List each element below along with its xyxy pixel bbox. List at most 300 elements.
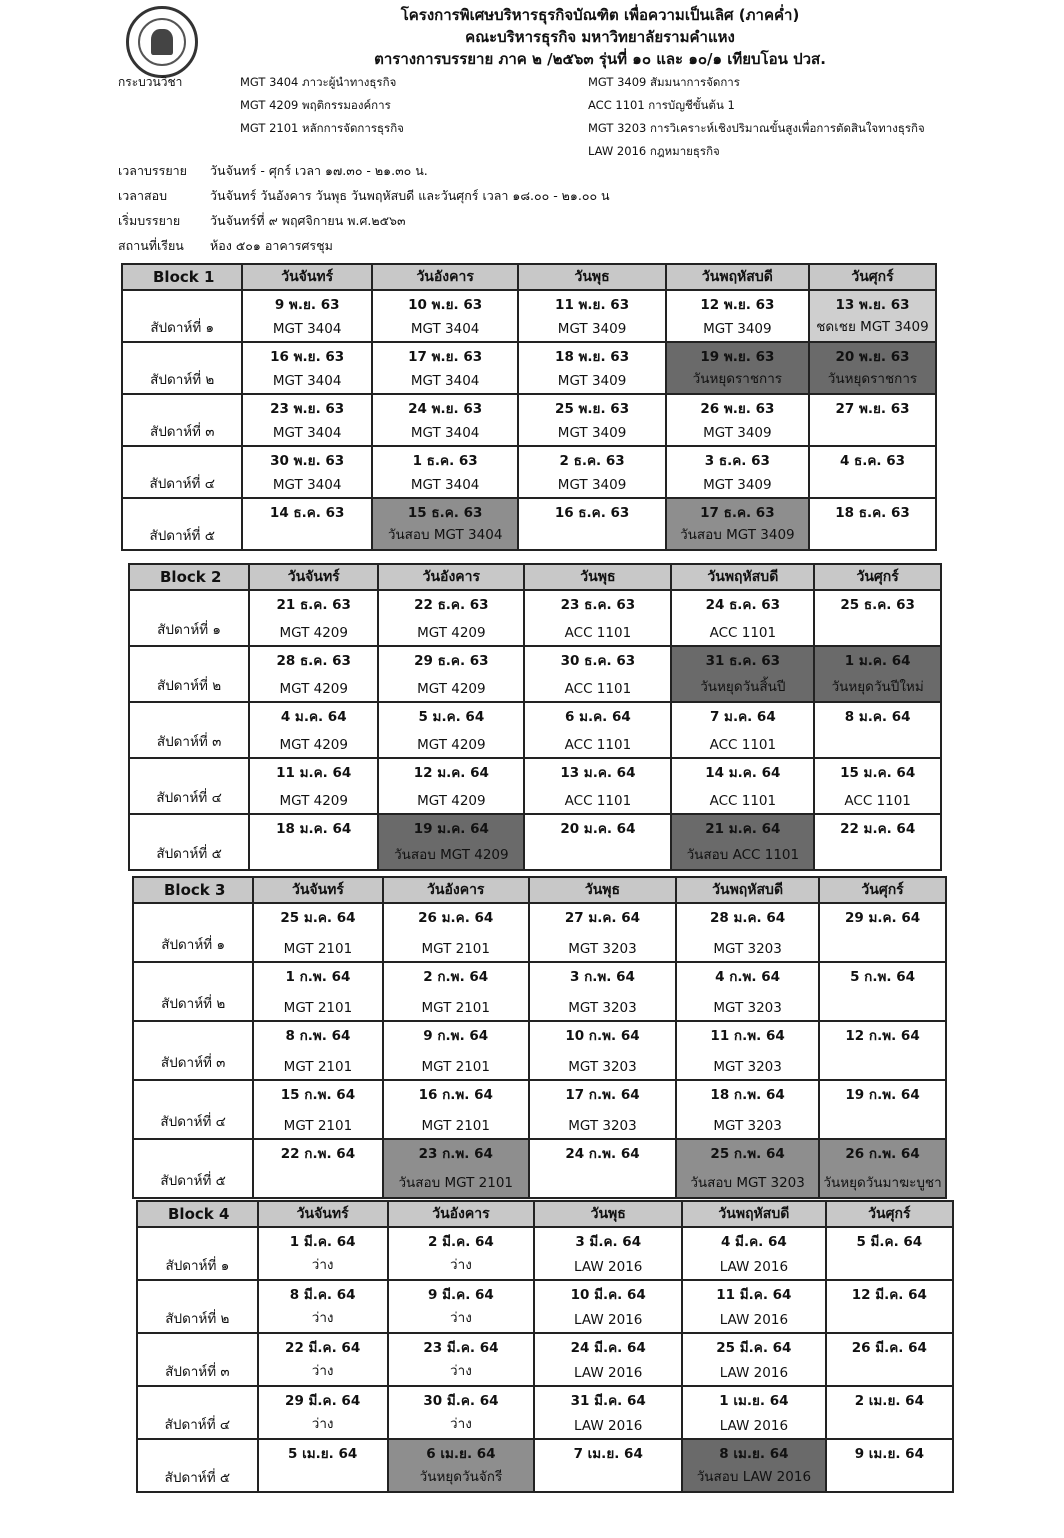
- cell-course: MGT 3404: [410, 321, 480, 337]
- title-line-3: ตารางการบรรยาย ภาค ๒ /๒๕๖๓ รุ่นที่ ๑๐ และ ๑๐/๑ เทียบโอน ปวส.: [374, 50, 826, 68]
- day-header: วันศุกร์: [826, 1201, 953, 1227]
- schedule-cell: [253, 903, 382, 962]
- cell-course: วันหยุดราชการ: [827, 371, 918, 387]
- cell-course: LAW 2016: [719, 1259, 789, 1275]
- block-name: Block 4: [137, 1201, 258, 1227]
- week-label: สัปดาห์ที่ ๓: [137, 1333, 258, 1386]
- day-header: วันศุกร์: [814, 564, 941, 590]
- week-label: สัปดาห์ที่ ๔: [122, 446, 242, 498]
- cell-date: 8 ม.ค. 64: [844, 709, 911, 725]
- schedule-cell: [372, 342, 519, 394]
- schedule-cell: [242, 446, 371, 498]
- cell-date: 23 ธ.ค. 63: [560, 597, 636, 613]
- course-item: MGT 3203 การวิเคราะห์เชิงปริมาณขั้นสูงเพื่อการตัดสินใจทางธุรกิจ: [588, 121, 925, 135]
- cell-course: LAW 2016: [574, 1365, 643, 1381]
- cell-date: 7 เม.ย. 64: [573, 1446, 643, 1462]
- cell-course: วันสอบ MGT 4209: [394, 847, 509, 863]
- cell-course: ว่าง: [311, 1416, 334, 1432]
- cell-date: 2 เม.ย. 64: [854, 1393, 924, 1409]
- schedule-cell: [682, 1280, 826, 1333]
- week-row: [122, 342, 936, 394]
- cell-date: 31 ธ.ค. 63: [705, 653, 781, 669]
- schedule-cell: [826, 1227, 953, 1280]
- cell-date: 19 ม.ค. 64: [413, 821, 489, 837]
- cell-course: MGT 3409: [703, 425, 772, 441]
- cell-course: MGT 4209: [279, 793, 348, 809]
- cell-course: MGT 4209: [417, 681, 486, 697]
- schedule-cell: [676, 903, 819, 962]
- cell-course: LAW 2016: [574, 1312, 643, 1328]
- cell-date: 1 ก.พ. 64: [285, 969, 351, 985]
- cell-date: 4 มี.ค. 64: [720, 1234, 787, 1250]
- cell-course: วันสอบ MGT 3404: [387, 527, 503, 543]
- week-row: [133, 903, 946, 962]
- cell-date: 13 ม.ค. 64: [560, 765, 636, 781]
- cell-date: 16 ธ.ค. 63: [554, 505, 630, 521]
- week-label: สัปดาห์ที่ ๑: [133, 903, 253, 962]
- schedule-cell: [666, 446, 809, 498]
- cell-date: 12 มี.ค. 64: [851, 1287, 927, 1303]
- cell-date: 30 พ.ย. 63: [270, 453, 345, 469]
- schedule-cell: [666, 342, 809, 394]
- cell-date: 12 ก.พ. 64: [845, 1028, 920, 1044]
- schedule-cell: [242, 290, 371, 342]
- day-header: วันพฤหัสบดี: [682, 1201, 826, 1227]
- cell-course: ว่าง: [450, 1363, 472, 1379]
- cell-course: MGT 4209: [279, 737, 348, 753]
- schedule-cell: [388, 1439, 535, 1492]
- start-date-row: เริ่มบรรยาย วันจันทร์ที่ ๙ พฤศจิกายน พ.ศ.๒๕๖๓: [118, 213, 406, 228]
- cell-date: 28 ธ.ค. 63: [276, 653, 351, 669]
- schedule-cell: [388, 1280, 535, 1333]
- cell-date: 24 พ.ย. 63: [408, 401, 483, 417]
- course-item: MGT 3404 ภาวะผู้นำทางธุรกิจ: [240, 75, 397, 89]
- document-header: [240, 4, 960, 70]
- cell-date: 27 พ.ย. 63: [835, 401, 910, 417]
- schedule-cell: [372, 498, 519, 550]
- schedule-cell: [253, 1139, 382, 1198]
- cell-date: 10 มี.ค. 64: [570, 1287, 646, 1303]
- cell-date: 6 เม.ย. 64: [426, 1446, 496, 1462]
- cell-date: 17 พ.ย. 63: [408, 349, 483, 365]
- schedule-cell: [242, 342, 371, 394]
- cell-course: ACC 1101: [564, 681, 632, 697]
- schedule-cell: [249, 758, 378, 814]
- schedule-cell: [809, 498, 936, 550]
- cell-date: 18 ธ.ค. 63: [835, 505, 910, 521]
- cell-course: LAW 2016: [719, 1418, 789, 1434]
- cell-course: MGT 3409: [557, 321, 627, 337]
- week-label: สัปดาห์ที่ ๕: [133, 1139, 253, 1198]
- schedule-block-table: [121, 263, 937, 551]
- cell-course: MGT 3203: [713, 941, 782, 957]
- day-header: วันพฤหัสบดี: [676, 877, 819, 903]
- cell-date: 29 มี.ค. 64: [285, 1393, 361, 1409]
- schedule-cell: [378, 814, 524, 870]
- schedule-cell: [529, 1080, 676, 1139]
- cell-date: 21 ธ.ค. 63: [276, 597, 351, 613]
- cell-course: MGT 4209: [279, 681, 348, 697]
- cell-date: 9 มี.ค. 64: [428, 1287, 494, 1303]
- cell-date: 23 มี.ค. 64: [423, 1340, 499, 1356]
- day-header: วันศุกร์: [819, 877, 946, 903]
- cell-course: วันหยุดวันจักรี: [419, 1469, 503, 1485]
- week-row: [122, 498, 936, 550]
- week-label: สัปดาห์ที่ ๒: [133, 962, 253, 1021]
- cell-course: ACC 1101: [844, 793, 911, 809]
- cell-course: ว่าง: [450, 1257, 472, 1273]
- day-header: วันอังคาร: [383, 877, 529, 903]
- schedule-cell: [524, 702, 671, 758]
- cell-course: MGT 3404: [410, 477, 480, 493]
- course-item: MGT 3409 สัมมนาการจัดการ: [588, 75, 740, 89]
- cell-date: 12 ม.ค. 64: [413, 765, 489, 781]
- schedule-cell: [258, 1227, 388, 1280]
- schedule-cell: [682, 1227, 826, 1280]
- schedule-cell: [383, 962, 529, 1021]
- day-header: วันพุธ: [534, 1201, 682, 1227]
- cell-course: MGT 3409: [703, 321, 772, 337]
- title-line-2: คณะบริหารธุรกิจ มหาวิทยาลัยรามคำแหง: [465, 28, 735, 46]
- schedule-cell: [518, 290, 665, 342]
- cell-course: ACC 1101: [564, 625, 632, 641]
- schedule-cell: [534, 1227, 682, 1280]
- cell-date: 3 ธ.ค. 63: [704, 453, 770, 469]
- cell-date: 4 ธ.ค. 63: [839, 453, 906, 469]
- cell-course: MGT 2101: [283, 1059, 353, 1075]
- cell-date: 5 ม.ค. 64: [418, 709, 485, 725]
- week-label: สัปดาห์ที่ ๓: [133, 1021, 253, 1080]
- schedule-cell: [819, 903, 946, 962]
- cell-course: MGT 2101: [283, 1000, 353, 1016]
- cell-date: 9 พ.ย. 63: [274, 297, 340, 313]
- schedule-cell: [534, 1280, 682, 1333]
- cell-course: MGT 3409: [557, 477, 627, 493]
- schedule-cell: [524, 646, 671, 702]
- cell-course: MGT 3203: [713, 1000, 782, 1016]
- cell-date: 26 มี.ค. 64: [851, 1340, 927, 1356]
- schedule-cell: [372, 290, 519, 342]
- cell-date: 25 ธ.ค. 63: [840, 597, 915, 613]
- cell-date: 18 ก.พ. 64: [710, 1087, 785, 1103]
- cell-date: 14 ม.ค. 64: [705, 765, 781, 781]
- cell-date: 6 ม.ค. 64: [565, 709, 631, 725]
- cell-date: 4 ม.ค. 64: [280, 709, 347, 725]
- week-row: [137, 1386, 953, 1439]
- week-label: สัปดาห์ที่ ๕: [122, 498, 242, 550]
- cell-course: ACC 1101: [709, 793, 777, 809]
- schedule-cell: [383, 1139, 529, 1198]
- schedule-cell: [388, 1227, 535, 1280]
- title-line-1: โครงการพิเศษบริหารธุรกิจบัณฑิต เพื่อความเป็นเลิศ (ภาคค่ำ): [400, 6, 800, 24]
- schedule-cell: [819, 962, 946, 1021]
- week-row: [137, 1333, 953, 1386]
- schedule-cell: [524, 758, 671, 814]
- cell-date: 29 ม.ค. 64: [844, 910, 921, 926]
- schedule-cell: [518, 446, 665, 498]
- cell-course: ชดเชย MGT 3409: [816, 319, 929, 335]
- cell-date: 1 มี.ค. 64: [289, 1234, 356, 1250]
- schedule-cell: [253, 1021, 382, 1080]
- cell-course: LAW 2016: [719, 1312, 789, 1328]
- schedule-cell: [378, 590, 524, 646]
- cell-course: MGT 3404: [272, 373, 342, 389]
- seal-emblem-icon: [151, 29, 173, 55]
- cell-course: วันสอบ MGT 3409: [680, 527, 795, 543]
- cell-date: 22 ก.พ. 64: [280, 1146, 356, 1162]
- cell-course: MGT 4209: [417, 793, 486, 809]
- cell-date: 22 ธ.ค. 63: [414, 597, 489, 613]
- cell-course: MGT 2101: [421, 941, 490, 957]
- cell-date: 31 มี.ค. 64: [570, 1393, 646, 1409]
- schedule-cell: [518, 394, 665, 446]
- week-row: [133, 1139, 946, 1198]
- cell-course: วันหยุดวันสิ้นปี: [700, 679, 786, 695]
- cell-date: 10 พ.ย. 63: [408, 297, 483, 313]
- schedule-cell: [388, 1386, 535, 1439]
- cell-course: MGT 2101: [421, 1059, 490, 1075]
- schedule-cell: [666, 290, 809, 342]
- cell-date: 25 มี.ค. 64: [716, 1340, 792, 1356]
- cell-date: 11 ม.ค. 64: [276, 765, 352, 781]
- course-item: LAW 2016 กฎหมายธุรกิจ: [588, 144, 720, 158]
- week-row: [122, 446, 936, 498]
- schedule-cell: [372, 446, 519, 498]
- cell-date: 30 มี.ค. 64: [423, 1393, 499, 1409]
- schedule-cell: [682, 1439, 826, 1492]
- cell-date: 24 ก.พ. 64: [565, 1146, 640, 1162]
- cell-date: 20 พ.ย. 63: [835, 349, 910, 365]
- cell-date: 16 พ.ย. 63: [270, 349, 345, 365]
- week-row: [122, 290, 936, 342]
- cell-date: 4 ก.พ. 64: [715, 969, 781, 985]
- week-row: [122, 394, 936, 446]
- cell-date: 27 ม.ค. 64: [564, 910, 641, 926]
- schedule-cell: [819, 1021, 946, 1080]
- cell-date: 5 เม.ย. 64: [288, 1446, 358, 1462]
- schedule-cell: [518, 498, 665, 550]
- cell-course: MGT 3404: [272, 321, 342, 337]
- schedule-cell: [529, 903, 676, 962]
- schedule-cell: [809, 290, 936, 342]
- week-row: [129, 814, 941, 870]
- schedule-info: [118, 160, 610, 260]
- location-row: สถานที่เรียน ห้อง ๕๐๑ อาคารศรชุม: [118, 238, 333, 253]
- cell-course: วันหยุดวันมาฆะบูชา: [823, 1175, 942, 1191]
- cell-date: 14 ธ.ค. 63: [269, 505, 345, 521]
- schedule-cell: [372, 394, 519, 446]
- cell-date: 24 ธ.ค. 63: [705, 597, 781, 613]
- schedule-cell: [242, 394, 371, 446]
- week-row: [137, 1439, 953, 1492]
- schedule-cell: [524, 590, 671, 646]
- schedule-cell: [242, 498, 371, 550]
- cell-date: 16 ก.พ. 64: [418, 1087, 493, 1103]
- cell-date: 2 ธ.ค. 63: [559, 453, 625, 469]
- cell-course: ACC 1101: [709, 625, 777, 641]
- seal-inner-ring: [138, 18, 186, 66]
- cell-date: 3 มี.ค. 64: [575, 1234, 642, 1250]
- cell-date: 2 ก.พ. 64: [423, 969, 489, 985]
- cell-date: 11 พ.ย. 63: [555, 297, 630, 313]
- cell-date: 17 ก.พ. 64: [565, 1087, 640, 1103]
- week-label: สัปดาห์ที่ ๒: [122, 342, 242, 394]
- cell-course: MGT 4209: [417, 625, 486, 641]
- schedule-cell: [671, 590, 814, 646]
- cell-date: 7 ม.ค. 64: [709, 709, 776, 725]
- schedule-cell: [534, 1439, 682, 1492]
- week-row: [133, 1021, 946, 1080]
- cell-date: 17 ธ.ค. 63: [700, 505, 775, 521]
- cell-course: MGT 3404: [410, 373, 480, 389]
- cell-date: 25 พ.ย. 63: [555, 401, 630, 417]
- schedule-cell: [378, 646, 524, 702]
- week-row: [129, 590, 941, 646]
- course-list-right: [588, 73, 925, 165]
- cell-course: วันหยุดราชการ: [692, 371, 783, 387]
- schedule-block-table: [132, 876, 947, 1199]
- week-row: [129, 758, 941, 814]
- schedule-cell: [676, 1080, 819, 1139]
- cell-course: MGT 3203: [568, 1059, 637, 1075]
- schedule-cell: [809, 342, 936, 394]
- schedule-cell: [258, 1280, 388, 1333]
- day-header: วันจันทร์: [253, 877, 382, 903]
- schedule-cell: [819, 1139, 946, 1198]
- lecture-time-row: เวลาบรรยาย วันจันทร์ - ศุกร์ เวลา ๑๗.๓๐ - ๒๑.๓๐ น.: [118, 163, 428, 178]
- schedule-cell: [529, 1139, 676, 1198]
- week-row: [137, 1280, 953, 1333]
- cell-course: ACC 1101: [709, 737, 777, 753]
- cell-course: วันสอบ LAW 2016: [696, 1469, 812, 1485]
- schedule-cell: [676, 1021, 819, 1080]
- cell-date: 12 พ.ย. 63: [700, 297, 775, 313]
- schedule-cell: [249, 702, 378, 758]
- cell-date: 1 ธ.ค. 63: [412, 453, 478, 469]
- cell-date: 1 เม.ย. 64: [719, 1393, 789, 1409]
- schedule-cell: [814, 758, 941, 814]
- schedule-cell: [671, 814, 814, 870]
- cell-date: 25 ม.ค. 64: [280, 910, 356, 926]
- cell-date: 30 ธ.ค. 63: [560, 653, 636, 669]
- day-header: วันพฤหัสบดี: [666, 264, 809, 290]
- cell-course: MGT 2101: [283, 1118, 353, 1134]
- block-name: Block 2: [129, 564, 249, 590]
- cell-date: 18 พ.ย. 63: [555, 349, 630, 365]
- day-header: วันจันทร์: [249, 564, 378, 590]
- week-label: สัปดาห์ที่ ๓: [122, 394, 242, 446]
- schedule-cell: [826, 1439, 953, 1492]
- cell-course: MGT 3203: [568, 1000, 637, 1016]
- schedule-cell: [249, 590, 378, 646]
- cell-date: 28 ม.ค. 64: [710, 910, 786, 926]
- week-label: สัปดาห์ที่ ๔: [137, 1386, 258, 1439]
- cell-date: 26 ก.พ. 64: [845, 1146, 920, 1162]
- day-header: วันศุกร์: [809, 264, 936, 290]
- week-label: สัปดาห์ที่ ๒: [137, 1280, 258, 1333]
- cell-course: MGT 2101: [283, 941, 353, 957]
- week-label: สัปดาห์ที่ ๕: [137, 1439, 258, 1492]
- week-row: [129, 702, 941, 758]
- week-label: สัปดาห์ที่ ๑: [137, 1227, 258, 1280]
- schedule-cell: [249, 646, 378, 702]
- cell-course: ว่าง: [311, 1363, 334, 1379]
- cell-course: MGT 4209: [279, 625, 348, 641]
- cell-course: ACC 1101: [564, 737, 632, 753]
- cell-date: 22 มี.ค. 64: [285, 1340, 361, 1356]
- cell-date: 10 ก.พ. 64: [565, 1028, 640, 1044]
- schedule-cell: [378, 702, 524, 758]
- week-row: [133, 962, 946, 1021]
- schedule-cell: [534, 1333, 682, 1386]
- cell-date: 8 เม.ย. 64: [719, 1446, 789, 1462]
- cell-course: MGT 3409: [703, 477, 772, 493]
- cell-course: ACC 1101: [564, 793, 632, 809]
- schedule-cell: [258, 1333, 388, 1386]
- cell-date: 19 ก.พ. 64: [845, 1087, 920, 1103]
- week-row: [133, 1080, 946, 1139]
- schedule-cell: [388, 1333, 535, 1386]
- cell-course: MGT 3203: [713, 1059, 782, 1075]
- week-row: [129, 646, 941, 702]
- week-row: [137, 1227, 953, 1280]
- week-label: สัปดาห์ที่ ๕: [129, 814, 249, 870]
- schedule-cell: [666, 394, 809, 446]
- cell-date: 15 ม.ค. 64: [840, 765, 916, 781]
- schedule-cell: [814, 702, 941, 758]
- cell-course: วันสอบ MGT 3203: [690, 1175, 805, 1191]
- day-header: วันอังคาร: [372, 264, 519, 290]
- cell-course: MGT 3203: [568, 1118, 637, 1134]
- cell-course: LAW 2016: [574, 1259, 643, 1275]
- schedule-cell: [814, 590, 941, 646]
- schedule-cell: [253, 962, 382, 1021]
- day-header: วันพุธ: [529, 877, 676, 903]
- schedule-cell: [814, 814, 941, 870]
- cell-date: 15 ก.พ. 64: [280, 1087, 356, 1103]
- day-header: วันอังคาร: [388, 1201, 535, 1227]
- cell-course: MGT 3203: [568, 941, 637, 957]
- cell-course: LAW 2016: [574, 1418, 643, 1434]
- schedule-cell: [253, 1080, 382, 1139]
- cell-course: MGT 2101: [421, 1000, 490, 1016]
- cell-course: ว่าง: [450, 1416, 472, 1432]
- exam-time-row: เวลาสอบ วันจันทร์ วันอังคาร วันพุธ วันพฤหัสบดี และวันศุกร์ เวลา ๑๘.๐๐ - ๒๑.๐๐ น: [118, 188, 610, 203]
- day-header: วันพุธ: [524, 564, 671, 590]
- block-name: Block 3: [133, 877, 253, 903]
- schedule-cell: [676, 1139, 819, 1198]
- day-header: วันอังคาร: [378, 564, 524, 590]
- cell-date: 22 ม.ค. 64: [840, 821, 916, 837]
- cell-date: 23 พ.ย. 63: [270, 401, 345, 417]
- cell-course: MGT 3404: [272, 425, 342, 441]
- course-item: MGT 4209 พฤติกรรมองค์การ: [240, 98, 391, 112]
- week-label: สัปดาห์ที่ ๔: [129, 758, 249, 814]
- week-label: สัปดาห์ที่ ๒: [129, 646, 249, 702]
- cell-date: 5 มี.ค. 64: [856, 1234, 923, 1250]
- cell-date: 26 ม.ค. 64: [418, 910, 494, 926]
- day-header: วันจันทร์: [258, 1201, 388, 1227]
- schedule-cell: [249, 814, 378, 870]
- cell-date: 13 พ.ย. 63: [835, 297, 910, 313]
- cell-date: 9 เม.ย. 64: [854, 1446, 924, 1462]
- day-header: วันจันทร์: [242, 264, 371, 290]
- cell-date: 25 ก.พ. 64: [710, 1146, 785, 1162]
- cell-date: 2 มี.ค. 64: [428, 1234, 494, 1250]
- block-name: Block 1: [122, 264, 242, 290]
- cell-date: 18 ม.ค. 64: [276, 821, 352, 837]
- cell-course: LAW 2016: [719, 1365, 789, 1381]
